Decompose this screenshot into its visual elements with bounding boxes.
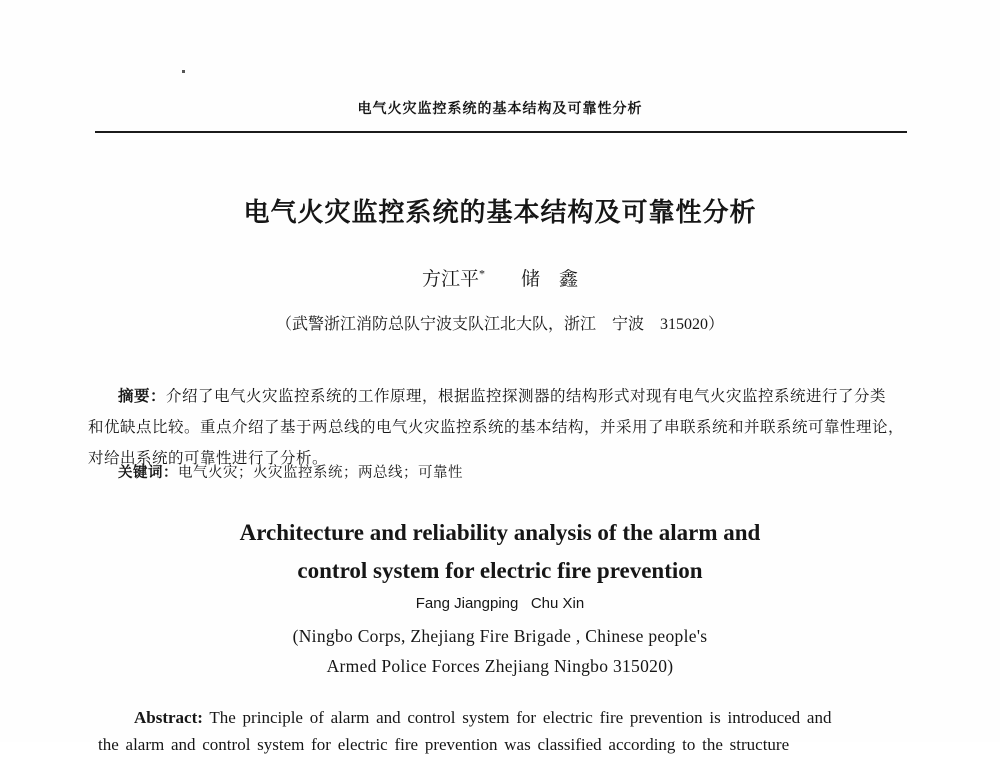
affiliation-en-line-2: Armed Police Forces Zhejiang Ningbo 315020) bbox=[326, 656, 674, 676]
header-rule bbox=[95, 131, 907, 133]
affiliation-en-line-1: (Ningbo Corps, Zhejiang Fire Brigade , Chinese people's bbox=[292, 626, 708, 646]
keywords-cn-text: 电气火灾；火灾监控系统；两总线；可靠性 bbox=[178, 465, 463, 481]
abstract-cn-text-1: 介绍了电气火灾监控系统的工作原理，根据监控探测器的结构形式对现有电气火灾监控系统进行了分类 bbox=[166, 388, 887, 405]
abstract-en-text-1: The principle of alarm and control system for electric fire prevention is introduced and bbox=[209, 708, 832, 727]
affiliation-cn: （武警浙江消防总队宁波支队江北大队，浙江 宁波 315020） bbox=[275, 316, 724, 333]
author-name-2: 储 鑫 bbox=[521, 269, 579, 290]
authors-en: Fang Jiangping Chu Xin bbox=[415, 595, 585, 612]
paper-title-en-line-2: control system for electric fire prevention bbox=[297, 558, 703, 583]
keywords-cn bbox=[118, 461, 463, 482]
abstract-cn-line-1 bbox=[88, 381, 914, 412]
author-footnote-mark: * bbox=[479, 266, 485, 281]
scan-speck bbox=[182, 70, 185, 73]
abstract-en-line-1 bbox=[98, 704, 910, 731]
abstract-en-line-2: the alarm and control system for electric fire prevention was classified according to the structure bbox=[98, 735, 790, 754]
abstract-cn-line-3: 对给出系统的可靠性进行了分析。 bbox=[88, 450, 329, 467]
abstract-cn-label: 摘要： bbox=[118, 388, 167, 405]
running-head: 电气火灾监控系统的基本结构及可靠性分析 bbox=[357, 100, 643, 116]
affiliation-en bbox=[0, 621, 1000, 681]
keywords-cn-label: 关键词： bbox=[118, 465, 178, 481]
authors-cn bbox=[0, 264, 1000, 291]
abstract-en-label: Abstract: bbox=[134, 708, 203, 727]
abstract-cn-line-2: 和优缺点比较。重点介绍了基于两总线的电气火灾监控系统的基本结构，并采用了串联系统和并联系统可靠性理论， bbox=[88, 419, 905, 436]
paper-title-en bbox=[0, 514, 1000, 590]
author-name-1: 方江平 bbox=[421, 269, 479, 290]
paper-title-cn: 电气火灾监控系统的基本结构及可靠性分析 bbox=[243, 197, 757, 227]
paper-title-en-line-1: Architecture and reliability analysis of the alarm and bbox=[239, 520, 761, 545]
abstract-en bbox=[98, 704, 910, 758]
